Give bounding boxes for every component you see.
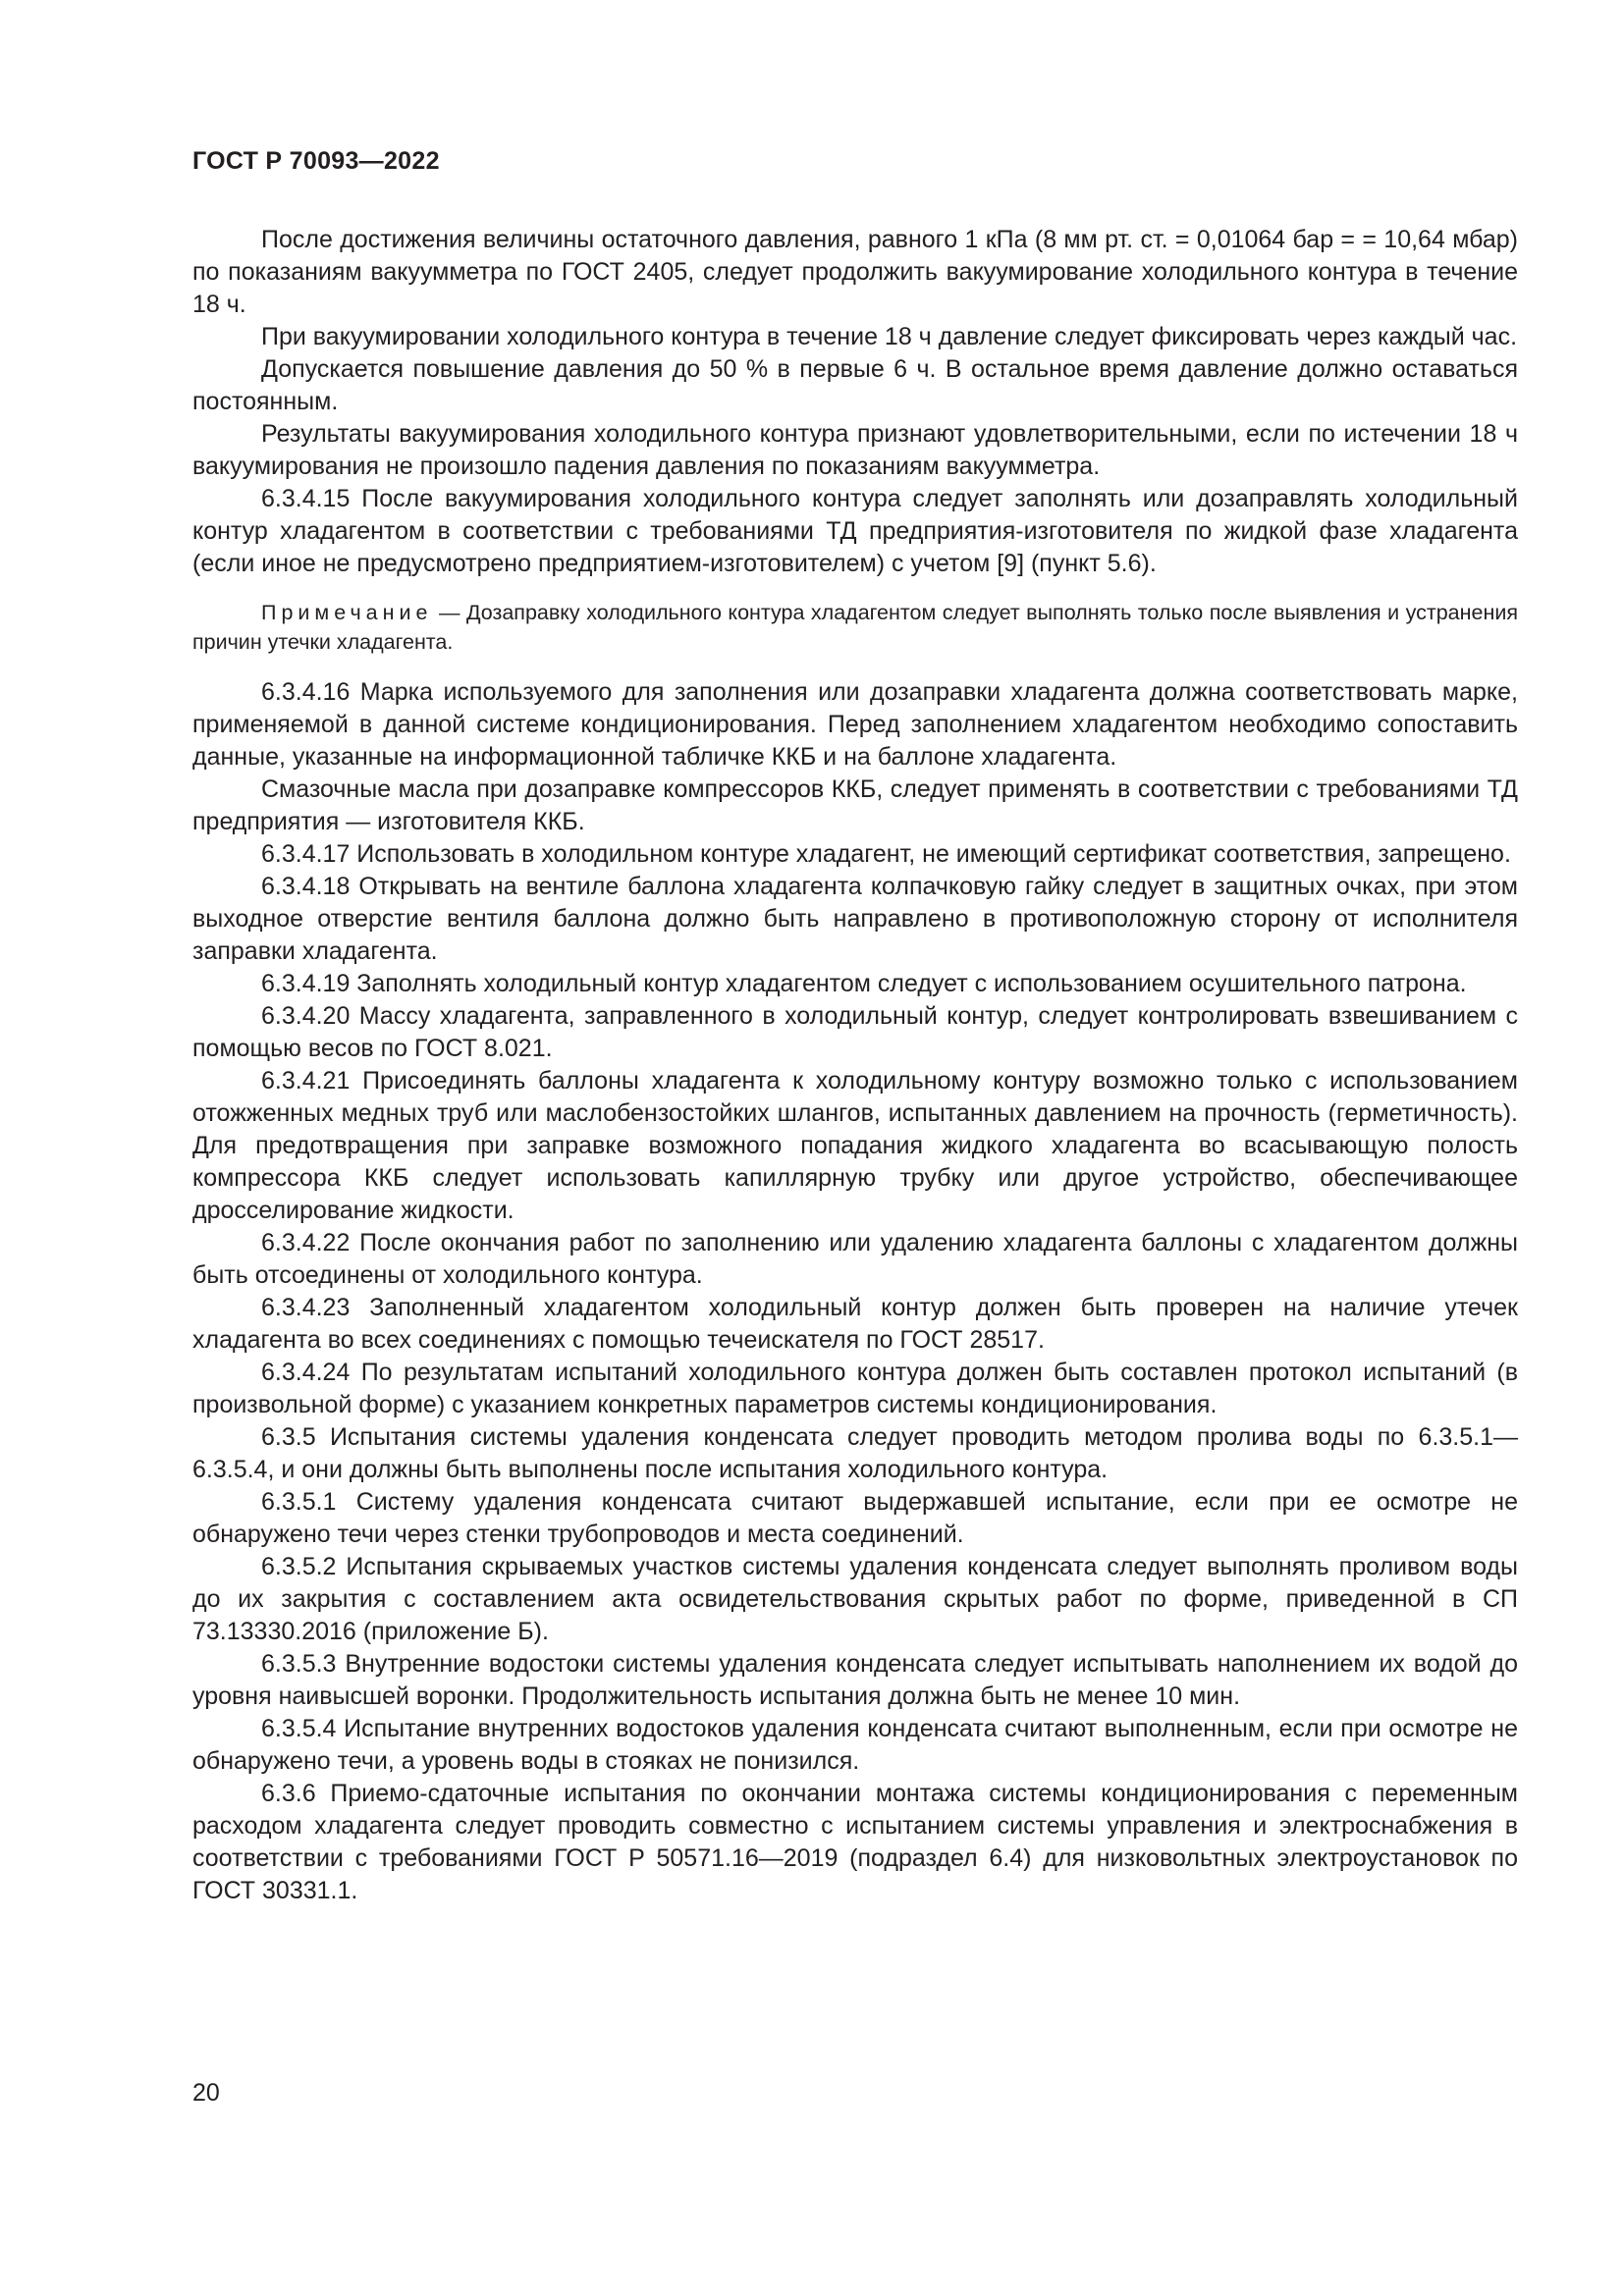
paragraph: 6.3.5.2 Испытания скрываемых участков системы удаления конденсата следует выполнять проливом воды до их закрытия с составлением акта освидетельствования скрытых работ по форме, приведенной в СП 73.13330.2016 (приложение Б). [192, 1553, 1518, 1645]
paragraph: 6.3.5.4 Испытание внутренних водостоков удаления конденсата считают выполненным, если при осмотре не обнаружено течи, а уровень воды в стояках не понизился. [192, 1715, 1518, 1775]
paragraph: 6.3.6 Приемо-сдаточные испытания по окончании монтажа системы кондиционирования с переменным расходом хладагента следует проводить совместно с испытанием системы управления и электроснабжения в соответствии с требованиями ГОСТ Р 50571.16—2019 (подраздел 6.4) для низковольтных электроустановок по ГОСТ 30331.1. [192, 1780, 1518, 1904]
paragraph: 6.3.4.17 Использовать в холодильном контуре хладагент, не имеющий сертификат соответствия, запрещено. [261, 840, 1511, 868]
paragraph: После достижения величины остаточного давления, равного 1 кПа (8 мм рт. ст. = 0,01064 бар = = 10,64 мбар) по показаниям вакуумметра по ГОСТ 2405, следует продолжить вакуумирование холодильного контура в течение 18 ч. [192, 226, 1518, 318]
paragraph: 6.3.4.15 После вакуумирования холодильного контура следует заполнять или дозаправлять холодильный контур хладагентом в соответствии с требованиями ТД предприятия-изготовителя по жидкой фазе хладагента (если иное не предусмотрено предприятием-изготовителем) с учетом [9] (пункт 5.6). [192, 485, 1518, 577]
paragraph: Смазочные масла при дозаправке компрессоров ККБ, следует применять в соответствии с требованиями ТД предприятия — изготовителя ККБ. [192, 775, 1518, 835]
paragraph: Результаты вакуумирования холодильного контура признают удовлетворительными, если по истечении 18 ч вакуумирования не произошло падения давления по показаниям вакуумметра. [192, 420, 1518, 480]
paragraph: 6.3.4.19 Заполнять холодильный контур хладагентом следует с использованием осушительного патрона. [261, 970, 1467, 997]
paragraph: 6.3.5 Испытания системы удаления конденсата следует проводить методом пролива воды по 6.3.5.1—6.3.5.4, и они должны быть выполнены после испытания холодильного контура. [192, 1423, 1518, 1483]
paragraph: 6.3.4.24 По результатам испытаний холодильного контура должен быть составлен протокол испытаний (в произвольной форме) с указанием конкретных параметров системы кондиционирования. [192, 1359, 1518, 1418]
note-text: — Дозаправку холодильного контура хладагентом следует выполнять только после выявления и устранения причин утечки хладагента. [192, 601, 1518, 654]
paragraph: 6.3.5.1 Систему удаления конденсата считают выдержавшей испытание, если при ее осмотре не обнаружено течи через стенки трубопроводов и места соединений. [192, 1488, 1518, 1548]
document-body [192, 224, 1518, 1907]
paragraph: 6.3.4.18 Открывать на вентиле баллона хладагента колпачковую гайку следует в защитных очках, при этом выходное отверстие вентиля баллона должно быть направлено в противоположную сторону от исполнителя заправки хладагента. [192, 873, 1518, 965]
paragraph: 6.3.4.16 Марка используемого для заполнения или дозаправки хладагента должна соответствовать марке, применяемой в данной системе кондиционирования. Перед заполнением хладагентом необходимо сопоставить данные, указанные на информационной табличке ККБ и на баллоне хладагента. [192, 678, 1518, 771]
paragraph: 6.3.4.22 После окончания работ по заполнению или удалению хладагента баллоны с хладагентом должны быть отсоединены от холодильного контура. [192, 1229, 1518, 1289]
paragraph: 6.3.4.21 Присоединять баллоны хладагента к холодильному контуру возможно только с использованием отожженных медных труб или маслобензостойких шлангов, испытанных давлением на прочность (герметичность). Для предотвращения при заправке возможного попадания жидкого хладагента во всасывающую полость компрессора ККБ следует использовать капиллярную трубку или другое устройство, обеспечивающее дросселирование жидкости. [192, 1067, 1518, 1224]
page-number: 20 [192, 2079, 220, 2107]
document-header: ГОСТ Р 70093—2022 [192, 147, 440, 175]
note-paragraph [192, 598, 1518, 657]
paragraph: При вакуумировании холодильного контура в течение 18 ч давление следует фиксировать через каждый час. [261, 323, 1518, 350]
paragraph: 6.3.5.3 Внутренние водостоки системы удаления конденсата следует испытывать наполнением их водой до уровня наивысшей воронки. Продолжительность испытания должна быть не менее 10 мин. [192, 1650, 1518, 1710]
note-label: Примечание [261, 601, 433, 624]
paragraph: Допускается повышение давления до 50 % в первые 6 ч. В остальное время давление должно оставаться постоянным. [192, 355, 1518, 415]
paragraph: 6.3.4.20 Массу хладагента, заправленного в холодильный контур, следует контролировать взвешиванием с помощью весов по ГОСТ 8.021. [192, 1002, 1518, 1062]
paragraph: 6.3.4.23 Заполненный хладагентом холодильный контур должен быть проверен на наличие утечек хладагента во всех соединениях с помощью течеискателя по ГОСТ 28517. [192, 1294, 1518, 1354]
